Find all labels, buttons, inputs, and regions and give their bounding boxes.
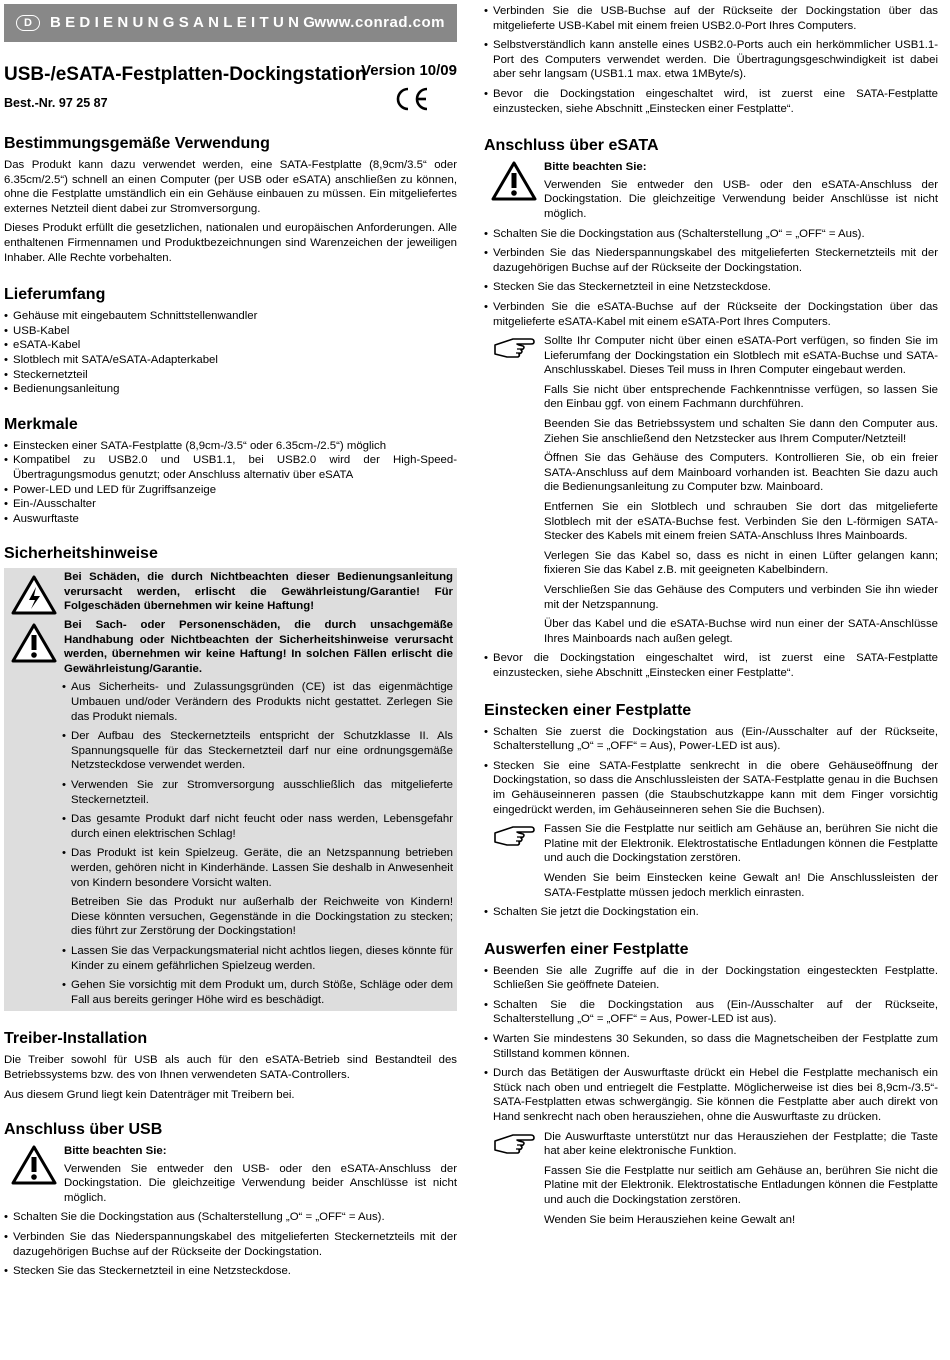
language-badge: D <box>16 15 40 31</box>
eject-steps-list <box>484 964 938 1125</box>
list-item: • Bevor die Dockingstation eingeschaltet wird, ist zuerst eine SATA-Festplatte einzustecken, siehe Abschnitt „Einstecken einer Festplatte“. <box>484 87 938 116</box>
section-heading-usb: Anschluss über USB <box>4 1121 163 1139</box>
list-item: • Schalten Sie zuerst die Dockingstation aus (Ein-/Ausschalter auf der Rückseite, Schalterstellung „O“ = „OFF“ = Aus), Power-LED ist aus). <box>484 725 938 754</box>
section-heading-eject: Auswerfen einer Festplatte <box>484 940 689 958</box>
safety-list <box>4 680 453 895</box>
list-item: • Verbinden Sie die eSATA-Buchse auf der Rückseite der Dockingstation über das mitgelieferte eSATA-Kabel mit einem eSATA-Port Ihres Computers. <box>484 300 938 329</box>
list-item: • Aus Sicherheits- und Zulassungsgründen (CE) ist das eigenmächtige Umbauen und/oder Verändern des Produkts nicht gestattet. Zerlegen Sie das Produkt niemals. <box>62 680 453 724</box>
list-item: • Stecken Sie das Steckernetzteil in eine Netzsteckdose. <box>484 280 938 295</box>
insert-steps-list <box>484 725 938 818</box>
list-item: • Schalten Sie die Dockingstation aus (Schalterstellung „O“ = „OFF“ = Aus). <box>4 1210 457 1225</box>
insert-tips <box>484 822 938 905</box>
pointing-hand-icon <box>493 824 535 848</box>
section-heading-esata: Anschluss über eSATA <box>484 137 659 155</box>
intended-use-text-1: Das Produkt kann dazu verwendet werden, eine SATA-Festplatte (8,9cm/3.5“ oder 6.35cm/2.5“) schnell an einen Computer (per USB oder eSATA) anschließen zu können, ohne die Festplatte umständlich ein ein Gehäuse einbauen zu müssen. Ein mitgeliefertes externes Netzteil dient dabei zur Stromversorgung. <box>4 159 457 215</box>
pointing-hand-icon <box>493 1132 535 1156</box>
title-block <box>4 42 457 120</box>
section-heading-features: Merkmale <box>4 415 78 433</box>
list-item: • Verbinden Sie das Niederspannungskabel des mitgelieferten Steckernetzteils mit der dazugehörigen Buchse auf der Rückseite der Dockingstation. <box>484 246 938 275</box>
notice-title: Bitte beachten Sie: <box>64 1145 167 1158</box>
list-item: • Verwenden Sie zur Stromversorgung ausschließlich das mitgelieferte Steckernetzteil. <box>62 778 453 807</box>
tip-text: Beenden Sie das Betriebssystem und schalten Sie dann den Computer aus. Ziehen Sie anschließend den Netzstecker aus Ihrem Computer/Netzteil! <box>544 418 938 445</box>
section-heading-insert: Einstecken einer Festplatte <box>484 701 692 719</box>
section-heading-delivery: Lieferumfang <box>4 286 106 304</box>
list-item: • Verbinden Sie die USB-Buchse auf der Rückseite der Dockingstation über das mitgelieferte USB-Kabel mit einem freien USB2.0-Port Ihres Computers. <box>484 4 938 33</box>
tip-text: Verschließen Sie das Gehäuse des Computers und verbinden Sie ihn wieder mit der Netzspannung. <box>544 584 938 611</box>
notice-text: Verwenden Sie entweder den USB- oder den eSATA-Anschluss der Dockingstation. Die gleichzeitige Verwendung beider Anschlüsse ist nicht möglich. <box>64 1162 457 1204</box>
order-number: Best.-Nr. 97 25 87 <box>4 96 108 110</box>
tip-text: Wenden Sie beim Herausziehen keine Gewalt an! <box>544 1213 796 1226</box>
usb-steps-list-cont <box>484 4 938 116</box>
right-column <box>484 0 938 1232</box>
warning-icon <box>10 622 58 664</box>
list-item: • Ein-/Ausschalter <box>4 497 457 512</box>
list-item: • Kompatibel zu USB2.0 und USB1.1, bei USB2.0 wird der High-Speed-Übertragungsmodus genutzt; oder Anschluss alternativ über eSATA <box>4 453 457 482</box>
driver-text-1: Die Treiber sowohl für USB als auch für den eSATA-Betrieb sind Bestandteil des Betriebssystems bzw. des von Ihnen verwendeten SATA-Controllers. <box>4 1054 457 1081</box>
tip-text: Wenden Sie beim Einstecken keine Gewalt an! Die Anschlussleisten der SATA-Festplatte müssen jedoch merklich einrasten. <box>544 871 938 899</box>
list-item: • Schalten Sie jetzt die Dockingstation ein. <box>484 905 938 920</box>
delivery-list <box>4 309 457 397</box>
list-item: • Gehen Sie vorsichtig mit dem Produkt um, durch Stöße, Schläge oder dem Fall aus bereits geringer Höhe wird es beschädigt. <box>62 978 453 1007</box>
header-label: BEDIENUNGSANLEITUNG <box>50 13 320 31</box>
list-item: • Schalten Sie die Dockingstation aus (Ein-/Ausschalter auf der Rückseite, Schalterstellung „O“ = „OFF“ = Aus, Power-LED ist aus). <box>484 998 938 1027</box>
notice-text: Verwenden Sie entweder den USB- oder den eSATA-Anschluss der Dockingstation. Die gleichzeitige Verwendung beider Anschlüsse ist nicht möglich. <box>544 178 938 220</box>
warning-icon <box>490 160 538 202</box>
left-column <box>4 0 457 1284</box>
header-url[interactable]: www.conrad.com <box>314 13 445 31</box>
pointing-hand-icon <box>493 336 535 360</box>
list-item: • Slotblech mit SATA/eSATA-Adapterkabel <box>4 353 457 368</box>
driver-text-2: Aus diesem Grund liegt kein Datenträger mit Treibern bei. <box>4 1088 295 1101</box>
list-item: • Durch das Betätigen der Auswurftaste drückt ein Hebel die Festplatte mechanisch ein Stück nach oben und entriegelt die Festplatte. Möglicherweise ist dies bei 8,9cm-/3.5“-SATA-Festplatten etwas schwergängig. Sie können die Festplatte aber auch direkt von Hand senkrecht nach oben herausziehen, ohne die Auswurftaste zu drücken. <box>484 1066 938 1124</box>
safety-extra-text: Betreiben Sie das Produkt nur außerhalb der Reichweite von Kindern! Diese könnten versuchen, Gegenstände in die Dockingstation zu stecken; dies führt zur Zerstörung der Dockingstation! <box>71 896 453 938</box>
features-list <box>4 439 457 527</box>
tip-text: Sollte Ihr Computer nicht über einen eSATA-Port verfügen, so finden Sie im Lieferumfang der Dockingstation ein Slotblech mit eSATA-Buchse und SATA-Anschlusskabel. Dieses Teil muss in Ihren Computer eingebaut werden. <box>544 335 938 377</box>
esata-tips <box>484 334 938 651</box>
usb-notice <box>4 1144 457 1210</box>
list-item: • Das Produkt ist kein Spielzeug. Geräte, die an Netzspannung betrieben werden, gehören nicht in Kinderhände. Lassen Sie deshalb in Anwesenheit von Kindern besondere Vorsicht walten. <box>62 846 453 890</box>
list-item: • Selbstverständlich kann anstelle eines USB2.0-Ports auch ein herkömmlicher USB1.1-Port des Computers verwendet werden. Die Übertragungsgeschwindigkeit ist dabei aber sehr langsam (USB1.1 max. etwa 1MByte/s). <box>484 38 938 82</box>
safety-list-2 <box>4 944 453 1007</box>
tip-text: Über das Kabel und die eSATA-Buchse wird nun einer der SATA-Anschlüsse Ihres Mainboards nach außen gelegt. <box>544 618 938 645</box>
ce-mark-icon <box>391 86 431 112</box>
list-item: • Warten Sie mindestens 30 Sekunden, so dass die Magnetscheiben der Festplatte zum Stillstand kommen können. <box>484 1032 938 1061</box>
safety-warning-1: Bei Schäden, die durch Nichtbeachten dieser Bedienungsanleitung verursacht werden, erlischt die Gewährleistung/Garantie! Für Folgeschäden übernehmen wir keine Haftung! <box>64 571 453 613</box>
list-item: • USB-Kabel <box>4 324 457 339</box>
esata-final-list <box>484 651 938 680</box>
list-item: • Steckernetzteil <box>4 368 457 383</box>
list-item: • Der Aufbau des Steckernetzteils entspricht der Schutzklasse II. Als Spannungsquelle für das Steckernetzteil darf nur eine ordnungsgemäße Netzsteckdose verwendet werden. <box>62 729 453 773</box>
list-item: • Stecken Sie eine SATA-Festplatte senkrecht in die obere Gehäuseöffnung der Dockingstation, so dass die Anschlussleisten der SATA-Festplatte genau in die Buchsen im Gehäuseinneren passen (die Staubschutzkappe kann mit dem Finger vorsichtig eingedrückt werden, im Gehäuseinneren sehen Sie die Buchsen). <box>484 759 938 817</box>
header-bar <box>4 4 457 42</box>
tip-text: Öffnen Sie das Gehäuse des Computers. Kontrollieren Sie, ob ein freier SATA-Anschluss auf dem Mainboard vorhanden ist. Beachten Sie dazu auch die Bedienungsanleitung zu Computer bzw. Mainboard. <box>544 452 938 494</box>
section-heading-safety: Sicherheitshinweise <box>4 545 158 563</box>
list-item: • Auswurftaste <box>4 512 457 527</box>
list-item: • Schalten Sie die Dockingstation aus (Schalterstellung „O“ = „OFF“ = Aus). <box>484 227 938 242</box>
list-item: • Verbinden Sie das Niederspannungskabel des mitgelieferten Steckernetzteils mit der dazugehörigen Buchse auf der Rückseite der Dockingstation. <box>4 1230 457 1259</box>
usb-steps-list <box>4 1210 457 1278</box>
list-item: • eSATA-Kabel <box>4 338 457 353</box>
notice-title: Bitte beachten Sie: <box>544 161 647 174</box>
list-item: • Bedienungsanleitung <box>4 382 457 397</box>
list-item: • Beenden Sie alle Zugriffe auf die in der Dockingstation eingesteckten Festplatte. Schließen Sie geöffnete Dateien. <box>484 964 938 993</box>
safety-box <box>4 568 457 1011</box>
list-item: • Gehäuse mit eingebautem Schnittstellenwandler <box>4 309 457 324</box>
page-title: USB-/eSATA-Festplatten-Dockingstation <box>4 64 367 85</box>
section-heading-intended-use: Bestimmungsgemäße Verwendung <box>4 135 270 152</box>
esata-notice <box>484 160 938 226</box>
safety-warning-2: Bei Sach- oder Personenschäden, die durch unsachgemäße Handhabung oder Nichtbeachten der Sicherheitshinweise verursacht werden, übernehmen wir keine Haftung! In solchen Fällen erlischt die Gewährleistung/Garantie. <box>64 619 453 675</box>
eject-tips <box>484 1130 938 1233</box>
tip-text: Verlegen Sie das Kabel so, dass es nicht in einen Lüfter gelangen kann; fixieren Sie das Kabel z.B. mit geeigneten Kabelbindern. <box>544 549 938 577</box>
list-item: • Power-LED und LED für Zugriffsanzeige <box>4 483 457 498</box>
electric-hazard-icon <box>10 574 58 616</box>
list-item: • Einstecken einer SATA-Festplatte (8,9cm-/3.5“ oder 6.35cm-/2.5“) möglich <box>4 439 457 454</box>
version-label: Version 10/09 <box>361 62 457 79</box>
warning-icon <box>10 1144 58 1186</box>
tip-text: Fassen Sie die Festplatte nur seitlich am Gehäuse an, berühren Sie nicht die Platine mit der Elektronik. Elektrostatische Entladungen können die Festplatte und auch die Dockingstation zerstören. <box>544 1164 938 1206</box>
list-item: • Bevor die Dockingstation eingeschaltet wird, ist zuerst eine SATA-Festplatte einzustecken, siehe Abschnitt „Einstecken einer Festplatte“. <box>484 651 938 680</box>
tip-text: Die Auswurftaste unterstützt nur das Herausziehen der Festplatte; die Taste hat aber keine elektronische Funktion. <box>544 1130 938 1158</box>
tip-text: Fassen Sie die Festplatte nur seitlich am Gehäuse an, berühren Sie nicht die Platine mit der Elektronik. Elektrostatische Entladungen können die Festplatte und auch die Dockingstation zerstören. <box>544 823 938 865</box>
tip-text: Falls Sie nicht über entsprechende Fachkenntnisse verfügen, so lassen Sie den Einbau ggf. von einem Fachmann durchführen. <box>544 383 938 411</box>
list-item: • Das gesamte Produkt darf nicht feucht oder nass werden, Lebensgefahr durch einen elektrischen Schlag! <box>62 812 453 841</box>
esata-steps-list <box>484 227 938 330</box>
list-item: • Lassen Sie das Verpackungsmaterial nicht achtlos liegen, dieses könnte für Kinder zu einem gefährlichen Spielzeug werden. <box>62 944 453 973</box>
tip-text: Entfernen Sie ein Slotblech und schrauben Sie dort das mitgelieferte Slotblech mit der eSATA-Buchse fest. Verbinden Sie den L-förmigen SATA-Stecker des Kabels mit einem freien SATA-Anschluss Ihres Mainboards. <box>544 501 938 543</box>
intended-use-text-2: Dieses Produkt erfüllt die gesetzlichen, nationalen und europäischen Anforderungen. Alle enthaltenen Firmennamen und Produktbezeichnungen sind Warenzeichen der jeweiligen Inhaber. Alle Rechte vorbehalten. <box>4 222 457 264</box>
list-item: • Stecken Sie das Steckernetzteil in eine Netzsteckdose. <box>4 1264 457 1279</box>
insert-final-list <box>484 905 938 920</box>
section-heading-driver: Treiber-Installation <box>4 1030 148 1048</box>
